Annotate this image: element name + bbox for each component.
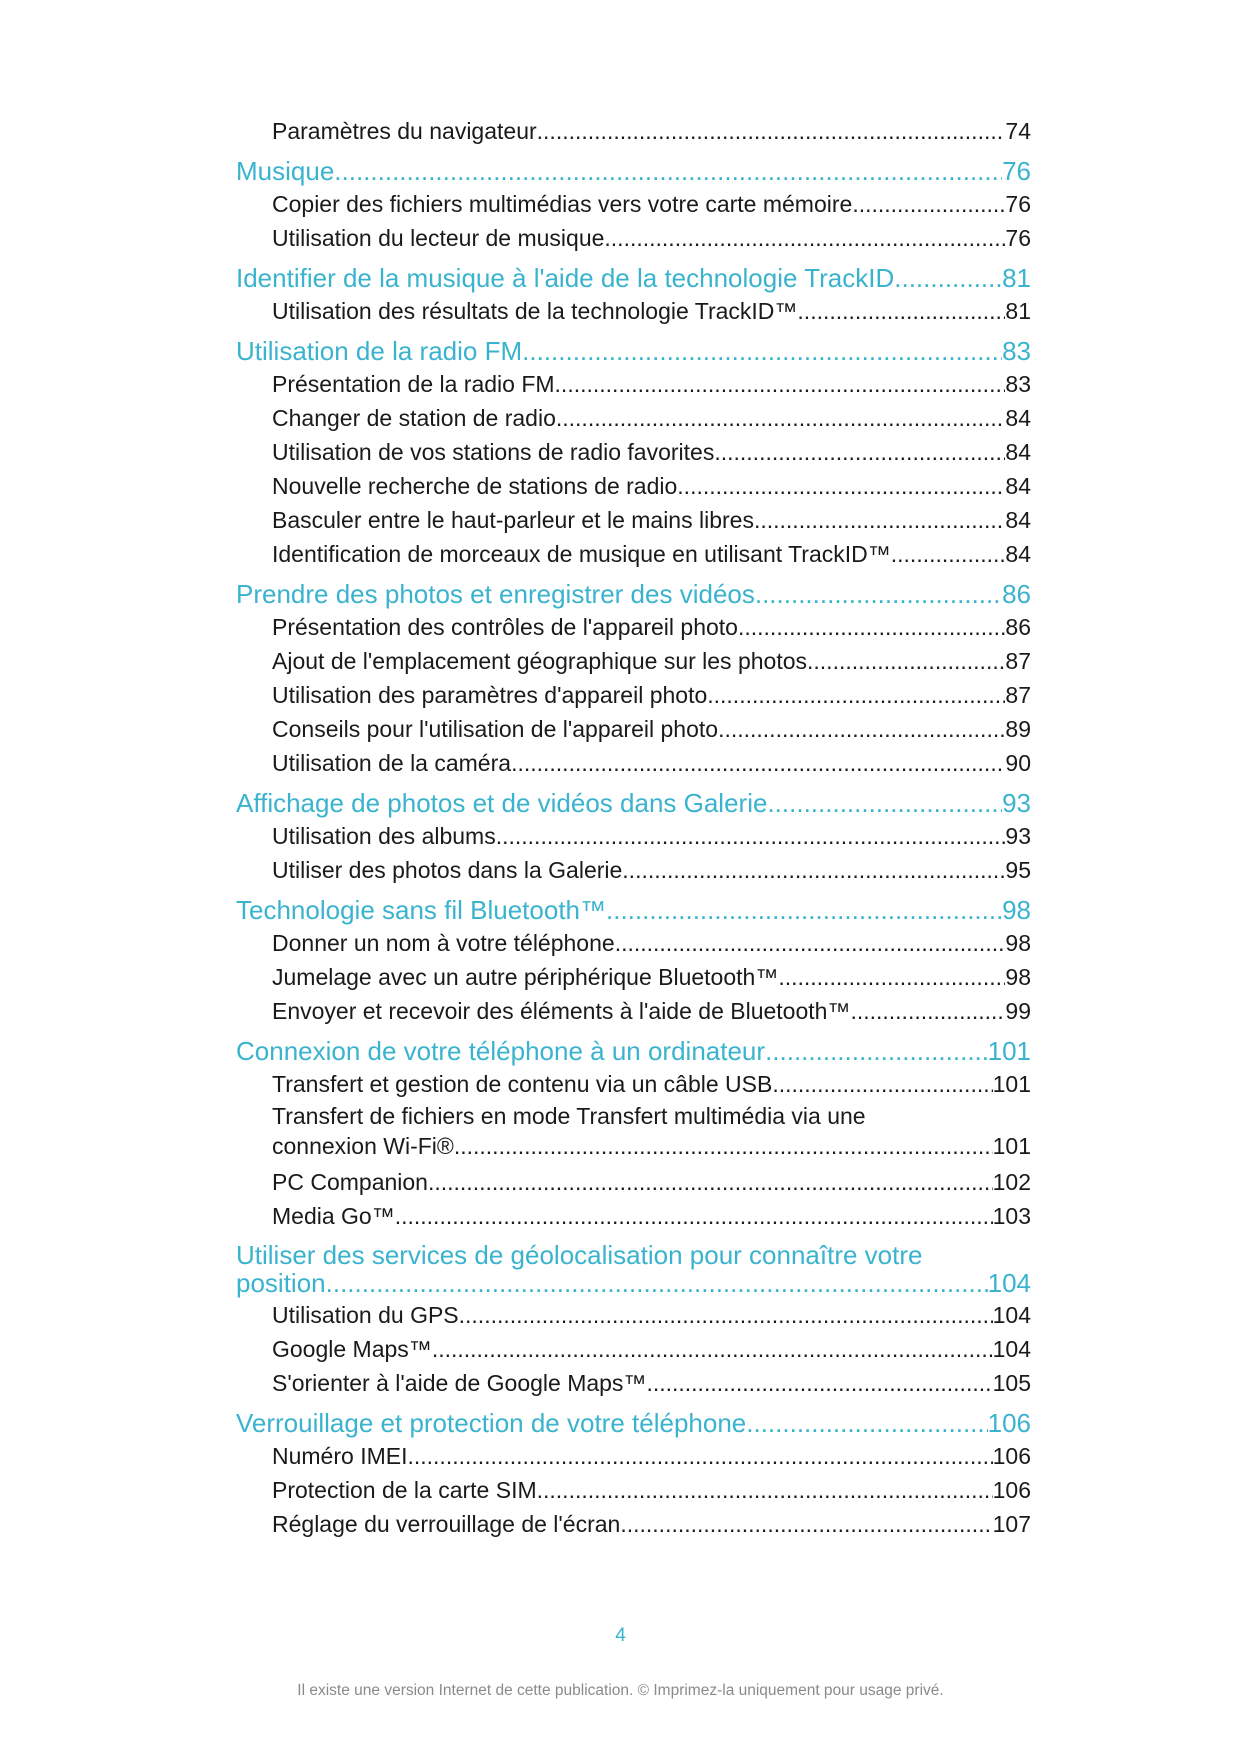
toc-chapter-entry[interactable] [236,788,1031,818]
toc-section-entry[interactable] [236,853,1031,887]
dot-leader [894,263,1002,293]
toc-section-title: Utilisation des paramètres d'appareil photo [272,682,708,708]
toc-section-entry[interactable] [236,294,1031,328]
toc-section-entry[interactable] [236,1439,1031,1473]
toc-section-title: Utilisation de la caméra [272,750,512,776]
toc-section-title: PC Companion [272,1169,428,1195]
dot-leader [555,367,1006,401]
toc-page-number: 98 [1005,964,1031,990]
toc-chapter-entry[interactable] [236,579,1031,609]
toc-chapter-entry[interactable] [236,336,1031,366]
toc-section-title: Ajout de l'emplacement géographique sur les photos [272,648,808,674]
toc-chapter-title: Affichage de photos et de vidéos dans Galerie [236,788,768,818]
toc-page-number: 104 [992,1336,1031,1362]
toc-section-title: Paramètres du navigateur [272,118,537,144]
toc-section-entry[interactable] [236,537,1031,571]
toc-section-title: Présentation de la radio FM [272,371,555,397]
toc-page-number: 99 [1005,998,1031,1024]
toc-page-number: 84 [1005,473,1031,499]
dot-leader [432,1332,993,1366]
toc-page-number: 101 [992,1133,1031,1159]
toc-page-number: 74 [1005,118,1031,144]
toc-section-entry[interactable] [236,960,1031,994]
dot-leader [707,678,1005,712]
toc-page-number: 84 [1005,541,1031,567]
toc-page-number: 104 [987,1268,1031,1298]
toc-section-entry[interactable] [236,1473,1031,1507]
toc-section-title: Nouvelle recherche de stations de radio [272,473,678,499]
toc-chapter-entry[interactable] [236,895,1031,925]
toc-chapter-title: Technologie sans fil Bluetooth™ [236,895,607,925]
toc-page-number: 90 [1005,750,1031,776]
dot-leader [334,156,1002,186]
dot-leader [765,1036,988,1066]
toc-section-entry[interactable] [236,1067,1031,1101]
dot-leader [522,336,1002,366]
dot-leader [606,895,1002,925]
toc-chapter-title: Prendre des photos et enregistrer des vidéos [236,579,755,609]
dot-leader [738,610,1005,644]
dot-leader [511,746,1005,780]
toc-section-title: Protection de la carte SIM [272,1477,537,1503]
toc-chapter-title-line: Utiliser des services de géolocalisation pour connaître votre [236,1240,923,1270]
toc-page-number: 86 [1002,579,1031,609]
toc-page-number: 101 [992,1071,1031,1097]
dot-leader [767,788,1002,818]
toc-chapter-title: Verrouillage et protection de votre téléphone [236,1408,747,1438]
toc-page-number: 76 [1005,225,1031,251]
toc-section-entry[interactable] [236,503,1031,537]
toc-page-number: 104 [992,1302,1031,1328]
toc-section-entry[interactable] [236,1366,1031,1400]
toc-section-entry[interactable] [236,1131,1031,1161]
toc-section-entry[interactable] [236,644,1031,678]
toc-page-number: 83 [1002,336,1031,366]
toc-page-number: 86 [1005,614,1031,640]
dot-leader [537,1473,993,1507]
toc-chapter-entry[interactable] [236,1270,1031,1297]
toc-section-entry[interactable] [236,367,1031,401]
toc-section-title: Conseils pour l'utilisation de l'appareil photo [272,716,719,742]
toc-section-entry[interactable] [236,610,1031,644]
dot-leader [754,503,1005,537]
dot-leader [755,579,1002,609]
toc-chapter-title: Identifier de la musique à l'aide de la technologie TrackID [236,263,895,293]
toc-section-entry[interactable] [236,1298,1031,1332]
toc-section-entry[interactable] [236,1332,1031,1366]
toc-section-title: Identification de morceaux de musique en utilisant TrackID™ [272,541,891,567]
dot-leader [807,644,1005,678]
toc-section-title: Utilisation des résultats de la technologie TrackID™ [272,298,798,324]
toc-page-number: 102 [992,1169,1031,1195]
toc-section-entry[interactable] [236,819,1031,853]
toc-section-entry[interactable] [236,221,1031,255]
toc-page-number: 84 [1005,405,1031,431]
dot-leader [459,1298,993,1332]
toc-section-title: Utilisation de vos stations de radio favorites [272,439,715,465]
toc-page-number: 98 [1005,930,1031,956]
toc-section-title: Google Maps™ [272,1336,432,1362]
toc-chapter-title: position [236,1268,326,1298]
toc-page-number: 81 [1005,298,1031,324]
toc-section-entry[interactable] [236,435,1031,469]
toc-page-number: 93 [1002,788,1031,818]
toc-page-number: 87 [1005,648,1031,674]
dot-leader [746,1408,987,1438]
toc-page-number: 87 [1005,682,1031,708]
toc-section-entry[interactable] [236,401,1031,435]
toc-page-number: 107 [992,1511,1031,1537]
toc-page-number: 84 [1005,507,1031,533]
dot-leader [454,1131,993,1161]
toc-page-number: 106 [987,1408,1031,1438]
dot-leader [677,469,1005,503]
dot-leader [718,712,1005,746]
dot-leader [428,1165,993,1199]
dot-leader [496,819,1006,853]
toc-section-title: Réglage du verrouillage de l'écran [272,1511,621,1537]
toc-section-entry[interactable] [236,1507,1031,1541]
toc-page-number: 83 [1005,371,1031,397]
dot-leader [395,1199,993,1233]
dot-leader [778,960,1005,994]
toc-section-title-line: Transfert de fichiers en mode Transfert multimédia via une [272,1103,866,1129]
toc-chapter-entry[interactable] [236,1036,1031,1066]
toc-page-number: 106 [992,1477,1031,1503]
toc-section-title: Présentation des contrôles de l'appareil photo [272,614,738,640]
dot-leader [326,1270,988,1297]
toc-page-number: 81 [1002,263,1031,293]
dot-leader [620,1507,992,1541]
toc-section-entry[interactable] [236,994,1031,1028]
toc-page-number: 95 [1005,857,1031,883]
toc-page-number: 76 [1002,156,1031,186]
dot-leader [772,1067,992,1101]
toc-chapter-entry[interactable] [236,156,1031,186]
dot-leader [646,1366,992,1400]
toc-section-title: Utilisation du lecteur de musique [272,225,605,251]
toc-chapter-entry[interactable] [236,1408,1031,1438]
toc-section-entry[interactable] [236,1199,1031,1233]
toc-section-title: Transfert et gestion de contenu via un câble USB [272,1071,773,1097]
toc-section-title: Copier des fichiers multimédias vers votre carte mémoire [272,191,853,217]
toc-section-entry[interactable] [236,187,1031,221]
toc-chapter-title: Utilisation de la radio FM [236,336,523,366]
dot-leader [850,994,1005,1028]
toc-section-title: Changer de station de radio [272,405,556,431]
toc-section-title: Utilisation des albums [272,823,496,849]
toc-page-number: 98 [1002,895,1031,925]
toc-section-entry[interactable] [236,746,1031,780]
toc-section-title: Envoyer et recevoir des éléments à l'aide de Bluetooth™ [272,998,851,1024]
toc-page-number: 93 [1005,823,1031,849]
toc-section-title: Donner un nom à votre téléphone [272,930,615,956]
toc-chapter-entry[interactable] [236,263,1031,293]
dot-leader [891,537,1006,571]
toc-section-entry[interactable] [236,678,1031,712]
page-number: 4 [615,1625,626,1646]
toc-section-entry[interactable] [236,469,1031,503]
toc-section-title: Media Go™ [272,1203,395,1229]
toc-section-title: Numéro IMEI [272,1443,408,1469]
dot-leader [407,1439,992,1473]
toc-page-number: 105 [992,1370,1031,1396]
dot-leader [556,401,1006,435]
toc-section-entry[interactable] [236,926,1031,960]
toc-section-title: connexion Wi-Fi® [272,1133,454,1159]
footer-notice: Il existe une version Internet de cette publication. © Imprimez-la uniquement pour usage privé. [297,1682,944,1699]
toc-chapter-title: Connexion de votre téléphone à un ordinateur [236,1036,766,1066]
toc-section-title: Utilisation du GPS [272,1302,459,1328]
toc-page-number: 84 [1005,439,1031,465]
toc-section-title: Basculer entre le haut-parleur et le mains libres [272,507,754,533]
dot-leader [622,853,1005,887]
toc-page-number: 89 [1005,716,1031,742]
toc-section-entry[interactable] [236,712,1031,746]
toc-section-title: Utiliser des photos dans la Galerie [272,857,623,883]
toc-chapter-title: Musique [236,156,335,186]
toc-section-title: S'orienter à l'aide de Google Maps™ [272,1370,647,1396]
dot-leader [714,435,1005,469]
toc-section-title: Jumelage avec un autre périphérique Bluetooth™ [272,964,779,990]
toc-page-number: 106 [992,1443,1031,1469]
toc-page-number: 76 [1005,191,1031,217]
dot-leader [615,926,1006,960]
toc-page-number: 101 [987,1036,1031,1066]
dot-leader [604,221,1005,255]
dot-leader [537,114,1006,148]
toc-page-number: 103 [992,1203,1031,1229]
dot-leader [797,294,1005,328]
toc-section-entry[interactable] [236,114,1031,148]
toc-section-entry[interactable] [236,1165,1031,1199]
table-of-contents [236,114,1031,1541]
dot-leader [852,187,1005,221]
